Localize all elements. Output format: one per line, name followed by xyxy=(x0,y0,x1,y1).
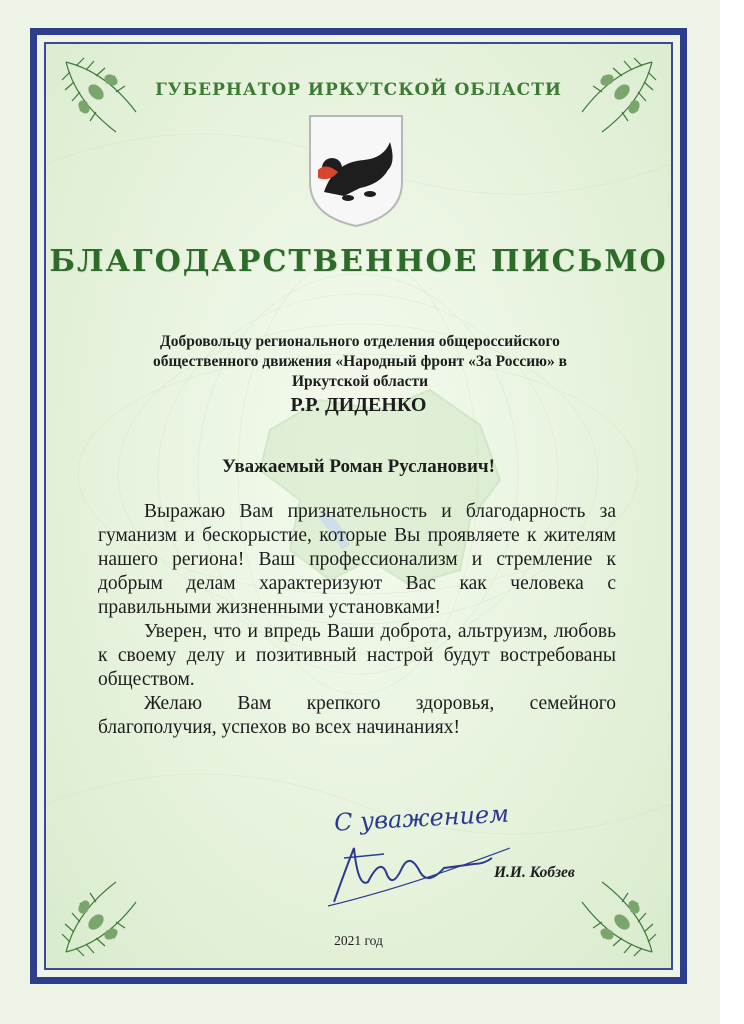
document-title: БЛАГОДАРСТВЕННОЕ ПИСЬМО xyxy=(49,244,668,279)
irkutsk-coat-of-arms-icon xyxy=(304,112,408,230)
recipient-line: Иркутской области xyxy=(291,373,429,390)
recipient-line: Добровольцу регионального отделения общероссийского xyxy=(160,333,560,350)
issuer-heading: ГУБЕРНАТОР ИРКУТСКОЙ ОБЛАСТИ xyxy=(155,80,562,100)
body-paragraph: Уверен, что и впредь Ваши доброта, альтруизм, любовь к своему делу и позитивный настрой будут востребованы обществом. xyxy=(98,621,616,690)
recipient-line: общественного движения «Народный фронт «За Россию» в xyxy=(152,353,568,370)
recipient-name: Р.Р. ДИДЕНКО xyxy=(290,394,427,416)
recipient-description xyxy=(120,332,600,392)
document-year: 2021 год xyxy=(334,933,383,948)
body-paragraph: Выражаю Вам признательность и благодарность за гуманизм и бескорыстие, которые Вы проявляете к жителям нашего региона! Ваш профессионализм и стремление к добрым делам характеризуют Вас как человека с правильными жизненными установками! xyxy=(98,501,616,618)
body-paragraph: Желаю Вам крепкого здоровья, семейного благополучия, успехов во всех начинаниях! xyxy=(98,693,616,738)
letter-body xyxy=(98,500,616,740)
signoff-text: С уважением xyxy=(333,799,510,837)
greeting: Уважаемый Роман Русланович! xyxy=(222,456,495,477)
signer-name: И.И. Кобзев xyxy=(494,864,575,881)
pine-branch-ornament-icon xyxy=(56,52,176,172)
handwritten-signature xyxy=(324,828,514,910)
pine-branch-ornament-icon xyxy=(542,52,662,172)
